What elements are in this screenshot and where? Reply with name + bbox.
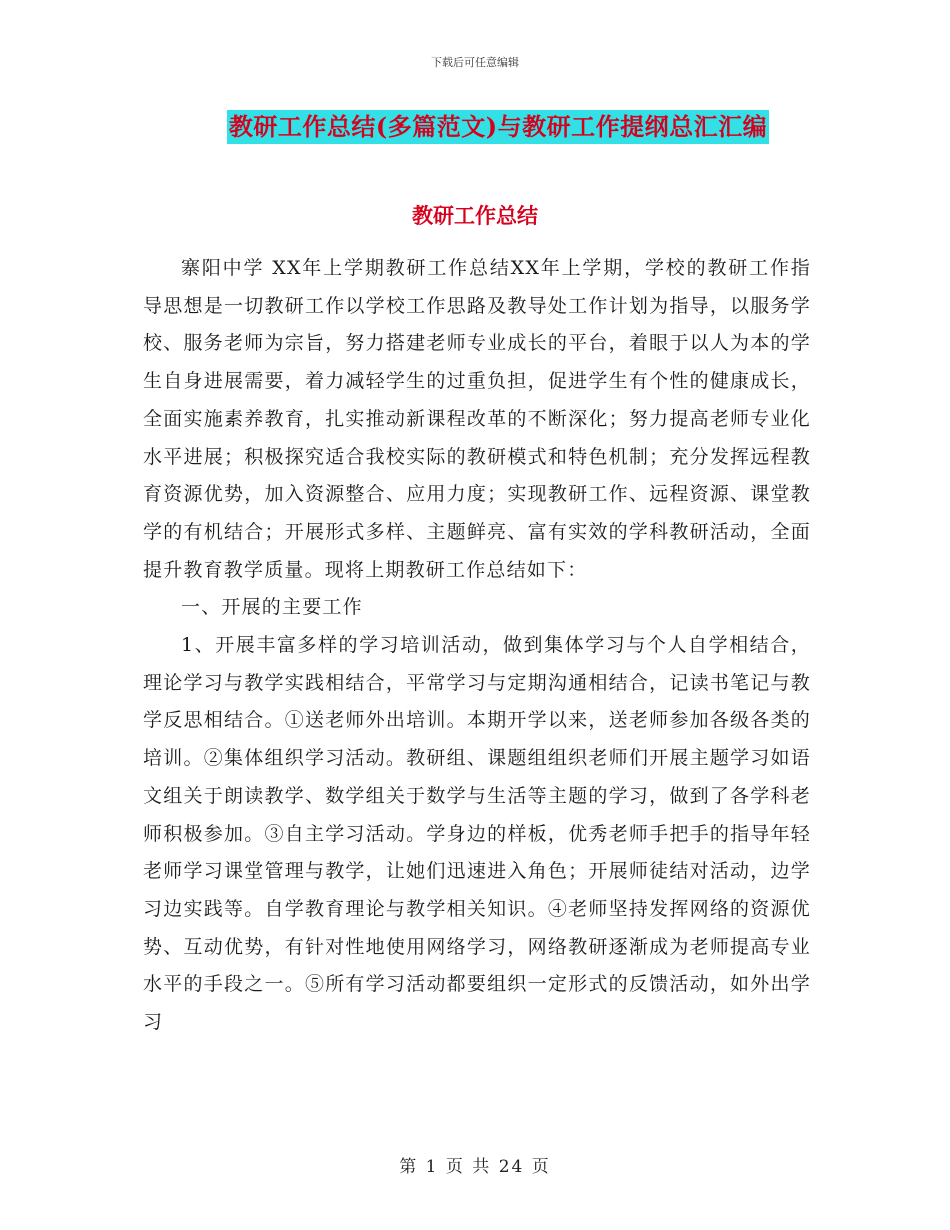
document-body — [143, 250, 811, 1042]
section-title: 教研工作总结 — [412, 203, 538, 228]
main-title: 教研工作总结(多篇范文)与教研工作提纲总汇汇编 — [227, 110, 769, 144]
header-note: 下载后可任意编辑 — [431, 56, 519, 69]
paragraph-intro: 寨阳中学 XX年上学期教研工作总结XX年上学期，学校的教研工作指导思想是一切教研工作以学校工作思路及教导处工作计划为指导，以服务学校、服务老师为宗旨，努力搭建老师专业成长的平台，着眼于以人为本的学生自身进展需要，着力减轻学生的过重负担，促进学生有个性的健康成长，全面实施素养教育，扎实推动新课程改革的不断深化；努力提高老师专业化水平进展；积极探究适合我校实际的教研模式和特色机制；充分发挥远程教育资源优势，加入资源整合、应用力度；实现教研工作、远程资源、课堂教学的有机结合；开展形式多样、主题鲜亮、富有实效的学科教研活动，全面提升教育教学质量。现将上期教研工作总结如下： — [143, 257, 811, 581]
paragraph-learning-activities: 1、开展丰富多样的学习培训活动，做到集体学习与个人自学相结合，理论学习与教学实践相结合，平常学习与定期沟通相结合，记读书笔记与教学反思相结合。①送老师外出培训。本期开学以来，送老师参加各级各类的培训。②集体组织学习活动。教研组、课题组组织老师们开展主题学习如语文组关于朗读教学、数学组关于数学与生活等主题的学习，做到了各学科老师积极参加。③自主学习活动。学身边的样板，优秀老师手把手的指导年轻老师学习课堂管理与教学，让她们迅速进入角色；开展师徒结对活动，边学习边实践等。自学教育理论与教学相关知识。④老师坚持发挥网络的资源优势、互动优势，有针对性地使用网络学习，网络教研逐渐成为老师提高专业水平的手段之一。⑤所有学习活动都要组织一定形式的反馈活动，如外出学习 — [143, 634, 811, 1034]
main-title-container — [0, 110, 950, 144]
paragraph-heading-main-work: 一、开展的主要工作 — [181, 596, 363, 619]
page-footer: 第 1 页 共 24 页 — [399, 1157, 551, 1177]
